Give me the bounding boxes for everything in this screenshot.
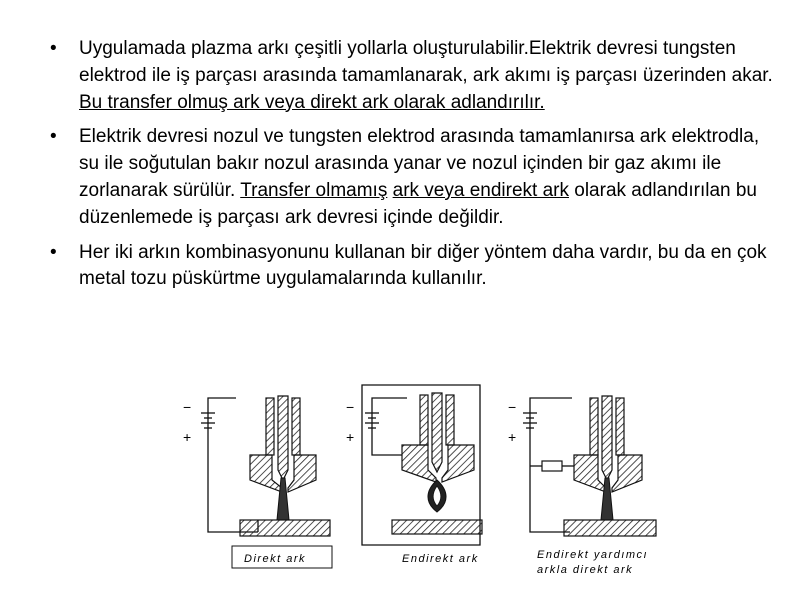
bullet-dot-icon: • <box>50 126 57 148</box>
tungsten-electrode <box>278 396 288 480</box>
bullet-item-1 <box>48 36 778 116</box>
bullet-2-text-end: olarak adlandırılan bu düzenlemede iş parçası ark devresi içinde değildir. <box>79 179 757 228</box>
minus-sign: − <box>183 399 192 415</box>
bullet-1-underlined: Bu transfer olmuş ark veya direkt ark olarak adlandırılır. <box>79 91 545 113</box>
bullet-3-text: Her iki arkın kombinasyonunu kullanan bir diğer yöntem daha vardır, bu da en çok metal tozu püskürtme uygulamalarında kullanılır. <box>79 241 767 290</box>
direct-arc-diagram <box>183 396 332 568</box>
minus-sign: − <box>508 399 517 415</box>
plus-sign: + <box>508 429 517 445</box>
plus-sign: + <box>346 429 355 445</box>
workpiece <box>240 520 330 536</box>
combined-arc-caption-line-2: arkla direkt ark <box>537 564 634 576</box>
workpiece <box>564 520 656 536</box>
indirect-arc-caption: Endirekt ark <box>402 553 479 565</box>
plasma-arc-diagrams <box>170 382 690 582</box>
bullet-dot-icon: • <box>50 38 57 59</box>
bullet-item-3 <box>48 240 778 294</box>
bullet-dot-icon: • <box>50 241 57 263</box>
bullet-2-text: Elektrik devresi nozul ve tungsten elektrod arasında tamamlanırsa ark elektrodla, su ile soğutulan bakır nozul arasında yanar ve nozul içinden bir gaz akımı ile zorlanarak sürülür. <box>79 126 760 201</box>
workpiece <box>392 520 482 534</box>
bullet-2-underlined-1: Transfer olmamış <box>240 179 388 201</box>
direct-arc-caption: Direkt ark <box>244 553 307 565</box>
minus-sign: − <box>346 399 355 415</box>
bullet-2-underlined-2: ark veya endirekt ark <box>392 179 569 201</box>
combined-arc-diagram <box>508 396 656 576</box>
bullet-item-2 <box>48 124 778 231</box>
bullet-list <box>48 36 778 301</box>
resistor-icon <box>542 461 562 471</box>
tungsten-electrode <box>602 396 612 480</box>
combined-arc-caption-line-1: Endirekt yardımcı <box>537 549 649 561</box>
arc-column <box>277 478 289 520</box>
plus-sign: + <box>183 429 192 445</box>
bullet-1-text: Uygulamada plazma arkı çeşitli yollarla oluşturulabilir.Elektrik devresi tungsten elektrod ile iş parçası arasında tamamlanarak, ark akımı iş parçası üzerinden akar. <box>79 38 773 86</box>
indirect-arc-diagram <box>346 385 482 565</box>
tungsten-electrode <box>432 393 442 472</box>
